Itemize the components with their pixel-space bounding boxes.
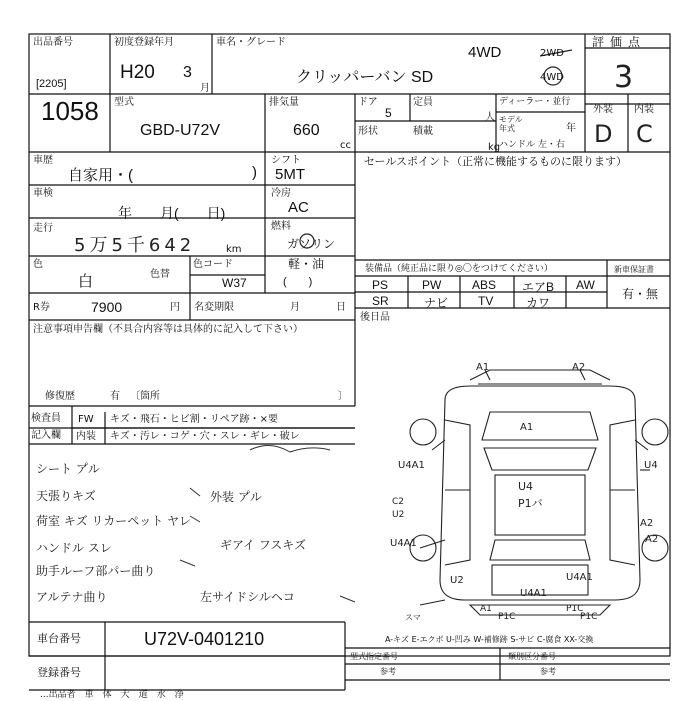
history-close: ) — [252, 164, 257, 181]
interior-label: 内装 — [634, 104, 654, 115]
fuel-other: ( ) — [283, 276, 313, 288]
dealer-label: ディーラー・並行 — [499, 97, 571, 107]
new-car-warranty-label: 新車保証書 — [614, 265, 654, 274]
color-label: 色 — [33, 259, 43, 270]
person-unit: 人 — [485, 112, 495, 123]
lot-code: [2205] — [36, 78, 67, 90]
note-line: 左サイドシルヘコ — [200, 590, 295, 604]
ac-value: AC — [288, 199, 309, 216]
damage-mark: P1C — [498, 612, 516, 622]
color-code-value: W37 — [222, 276, 247, 290]
recycle-label: R券 — [33, 302, 50, 313]
note-line: 助手ルーフ部パー曲り — [36, 564, 156, 578]
damage-mark: P1C — [580, 612, 598, 622]
damage-mark: A2 — [640, 518, 654, 529]
model-spec-label: 型式指定番号 — [350, 652, 398, 661]
score-label: 評価点 — [592, 35, 647, 49]
bottom-text: ...出品者 車 体 大 道 水 浄 — [40, 690, 184, 700]
repair-close: 〕 — [338, 391, 348, 402]
ac-label: 冷房 — [271, 188, 291, 199]
first-reg-label: 初度登録年月 — [114, 37, 174, 48]
equip-leather: カワ — [526, 296, 551, 310]
damage-mark: U4A1 — [520, 588, 547, 599]
drive-option-2wd: 2WD — [540, 48, 564, 59]
after-parts-label: 後日品 — [360, 312, 390, 323]
note-line: ギアイ フスキズ — [220, 538, 307, 552]
score-value: 3 — [614, 60, 634, 95]
inspector-label: 検査員 — [31, 413, 61, 424]
tax-label: 名変期限 — [194, 302, 234, 313]
equip-abs: ABS — [472, 278, 497, 292]
damage-mark: U4A1 — [390, 538, 417, 549]
car-name: クリッパーバン SD — [296, 69, 434, 86]
color-change-label: 色替 — [150, 269, 170, 280]
damage-mark: U4A1 — [398, 460, 425, 471]
history-value: 自家用・( — [68, 167, 133, 184]
damage-mark: C2 — [392, 497, 405, 507]
lot-number: 1058 — [41, 96, 99, 126]
tax-day: 日 — [336, 302, 346, 313]
color-code-label: 色コード — [193, 259, 233, 270]
inspect-row-2: キズ・汚レ・コゲ・穴・スレ・ギレ・破レ — [110, 431, 300, 442]
month-suffix: 月 — [200, 83, 210, 94]
kg-unit: kg — [488, 142, 501, 153]
lot-label: 出品番号 — [33, 37, 73, 48]
model-value: GBD-U72V — [140, 122, 221, 139]
fuel-diesel: 軽・油 — [288, 257, 325, 271]
repair-value: 有 — [110, 391, 120, 402]
damage-mark: U4A1 — [566, 572, 593, 583]
first-reg-year: H20 — [120, 62, 155, 83]
drive-option-4wd: 4WD — [540, 72, 564, 83]
equip-pw: PW — [422, 278, 442, 292]
equip-sr: SR — [372, 294, 389, 308]
exterior-label: 外装 — [593, 104, 613, 115]
note-line: ハンドル スレ — [36, 541, 112, 555]
note-line: アルテナ曲り — [36, 590, 108, 604]
chassis-label: 車台番号 — [37, 632, 81, 645]
recycle-amount: 7900 — [91, 299, 123, 315]
doors-value: 5 — [385, 106, 392, 120]
damage-mark: A2 — [572, 362, 586, 373]
damage-mark: U2 — [450, 575, 464, 586]
equip-navi: ナビ — [424, 296, 449, 310]
shape-label: 形状 — [358, 126, 378, 137]
damage-mark: P1C — [566, 604, 584, 614]
chassis-number: U72V-0401210 — [144, 629, 265, 649]
model-year-label-2: 年式 — [499, 124, 515, 133]
displacement-label: 排気量 — [269, 97, 299, 108]
handle-label: ハンドル 左・右 — [499, 140, 565, 150]
damage-mark: スマ — [405, 613, 421, 622]
car-diagram — [410, 370, 668, 615]
displacement-value: 660 — [293, 122, 320, 139]
cc-unit: cc — [340, 140, 351, 151]
damage-mark: A1 — [476, 362, 490, 373]
note-line: 天張りキズ — [36, 489, 96, 503]
equip-ps: PS — [372, 278, 389, 292]
equipment-label: 装備品（純正品に限り◎〇をつけてください） — [365, 264, 553, 274]
shift-label: シフト — [271, 155, 301, 166]
mileage-value: 5万5千642 — [74, 235, 196, 256]
damage-mark: P1バ — [518, 497, 543, 510]
fuel-label: 燃料 — [271, 221, 291, 232]
equip-aw: AW — [576, 278, 595, 292]
interior-grade: C — [636, 120, 653, 148]
history-label: 車歴 — [33, 155, 53, 166]
exterior-grade: D — [594, 120, 613, 148]
doors-label: ドア — [358, 97, 378, 108]
repair-label: 修復歴 — [45, 391, 75, 402]
shift-value: 5MT — [275, 166, 305, 183]
reg-label: 登録番号 — [37, 666, 81, 679]
damage-mark: U2 — [392, 510, 405, 520]
note-line: 外装 ア゚ル — [210, 490, 262, 504]
equip-airbag: エアB — [522, 280, 555, 294]
km-unit: km — [226, 244, 242, 255]
notes-label: 注意事項申告欄（不具合内容等は具体的に記入して下さい） — [33, 324, 303, 335]
damage-mark: U4 — [644, 460, 658, 471]
note-line: シート ア゚ル — [36, 462, 100, 476]
fuel-gas: ガソリン — [287, 237, 336, 251]
repair-place: 〔箇所 — [130, 391, 160, 402]
ref-label-2: 参考 — [540, 667, 556, 676]
first-reg-month: 3 — [183, 64, 192, 81]
car-name-label: 車名・グレード — [216, 37, 286, 48]
year-suffix: 年 — [566, 123, 576, 134]
entry-label: 記入欄 — [31, 430, 61, 441]
inspection-label: 車検 — [33, 188, 53, 199]
damage-mark: A1 — [480, 604, 492, 614]
fw-label: FW — [78, 414, 94, 425]
category-label: 類別区分番号 — [508, 652, 556, 661]
capacity-label: 定員 — [413, 97, 433, 108]
color-value: 白 — [78, 273, 94, 290]
model-year-label-1: モデル — [499, 115, 523, 124]
damage-mark: A1 — [520, 422, 534, 433]
sales-point-label: セールスポイント（正常に機能するものに限ります） — [364, 155, 628, 168]
damage-mark: A2 — [645, 534, 659, 545]
yen-unit: 円 — [170, 302, 180, 313]
inspect-row-1: キズ・飛石・ヒビ割・リペア跡・×要 — [110, 414, 278, 425]
damage-legend: A-キズ E-エクボ U-凹み W-補修跡 S-サビ C-腐食 XX-交換 — [385, 635, 594, 644]
inspection-value: 年 月( 日) — [118, 205, 226, 221]
note-line: 荷室 キズ リカーペット ヤレ — [36, 514, 191, 528]
model-label: 型式 — [114, 97, 134, 108]
drive-type: 4WD — [468, 44, 502, 61]
warranty-value: 有・無 — [622, 287, 659, 301]
equip-tv: TV — [478, 294, 494, 308]
tax-month: 月 — [290, 302, 300, 313]
mileage-label: 走行 — [33, 223, 53, 234]
ref-label: 参考 — [380, 667, 396, 676]
damage-mark: U4 — [518, 480, 534, 493]
interior-inspect-label: 内装 — [76, 431, 96, 442]
load-label: 積載 — [413, 126, 433, 137]
